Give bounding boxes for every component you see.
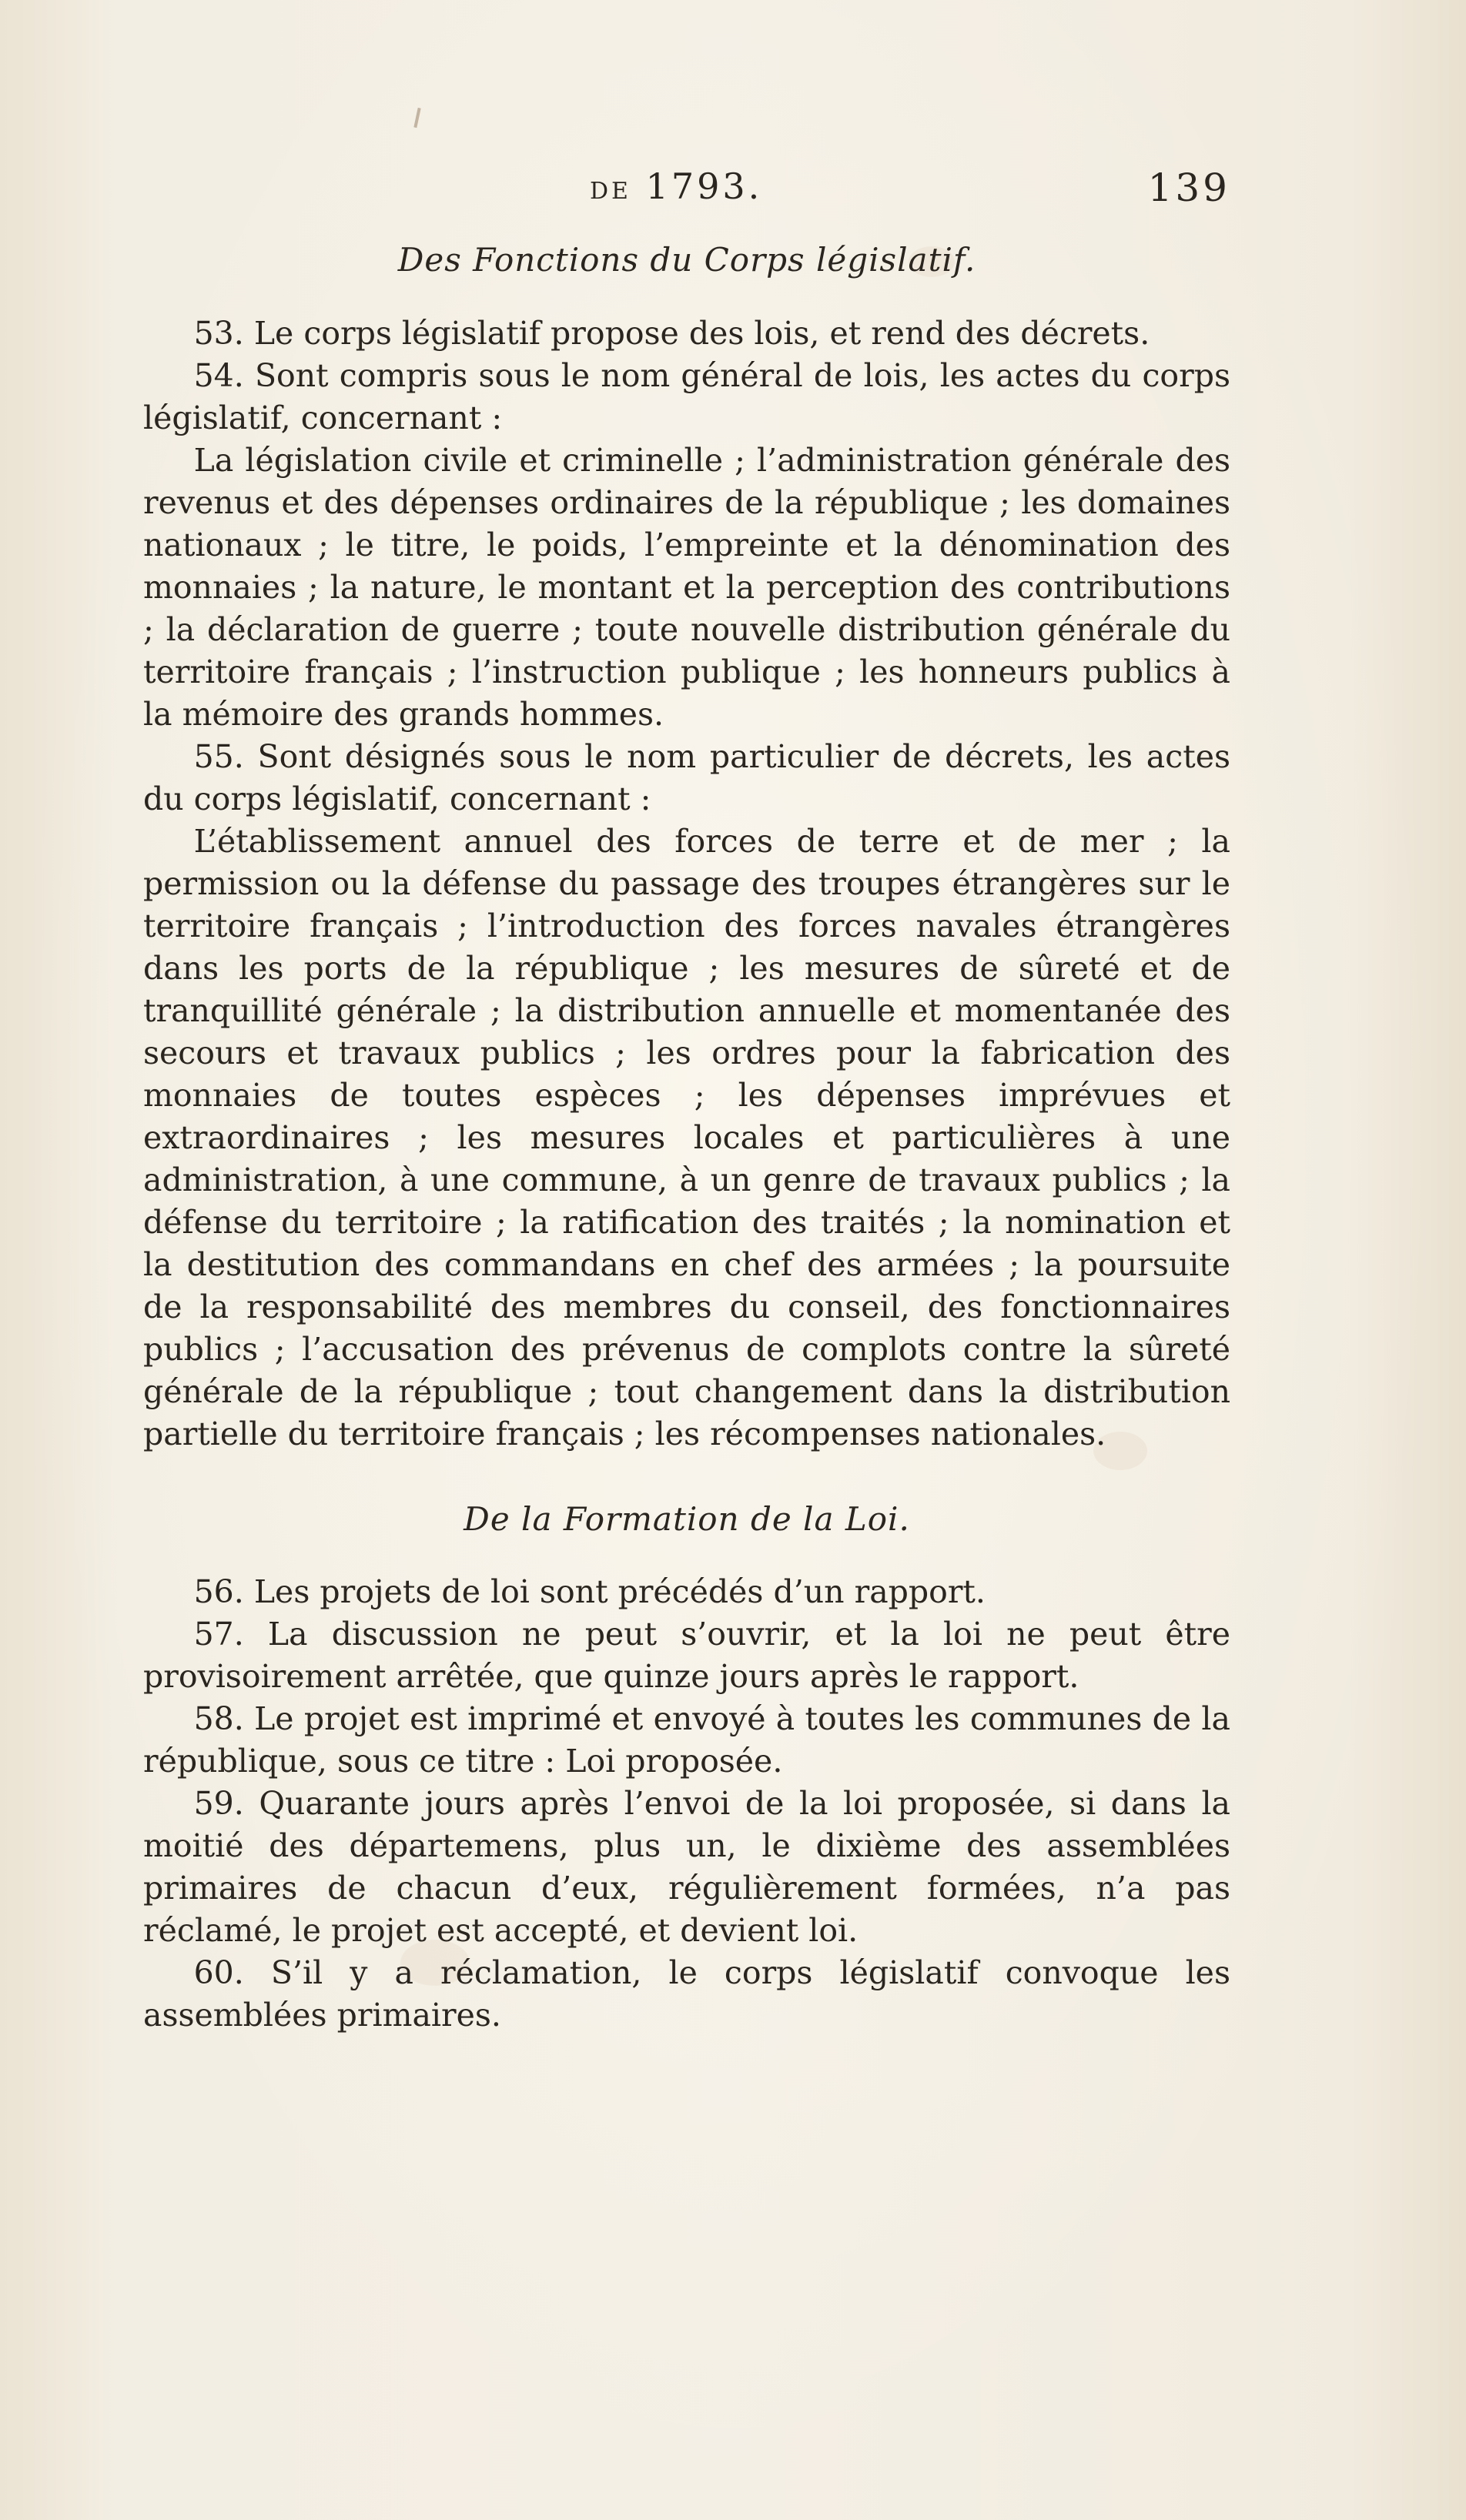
- article-55-text: L’établissement annuel des forces de terre et de mer ; la permission ou la défense du passage des troupes étrangères sur le territoire français ; l’introduction des forces navales étrangères dans les ports de la république ; les mesures de sûreté et de tranquillité générale ; la distribution annuelle et momentanée des secours et travaux publics ; les ordres pour la fabrication des monnaies de toutes espèces ; les dépenses imprévues et extraordinaires ; les mesures locales et particulières à une administration, à une commune, à un genre de travaux publics ; la défense du territoire ; la ratification des traités ; la nomination et la destitution des commandans en chef des armées ; la poursuite de la responsabilité des membres du conseil, des fonctionnaires publics ; l’accusation des prévenus de complots contre la sûreté générale de la république ; tout changement dans la distribution partielle du territoire français ; les récompenses nationales.: [143, 822, 1230, 1452]
- article-59: 59. Quarante jours après l’envoi de la loi proposée, si dans la moitié des départemens, plus un, le dixième des assemblées primaires de chacun d’eux, régulièrement formées, n’a pas réclamé, le projet est accepté, et devient loi.: [143, 1785, 1230, 1950]
- article-54: 54. Sont compris sous le nom général de lois, les actes du corps législatif, concernant :: [143, 356, 1230, 436]
- article-53: 53. Le corps législatif propose des lois, et rend des décrets.: [193, 314, 1150, 352]
- article-57: 57. La discussion ne peut s’ouvrir, et la loi ne peut être provisoirement arrêtée, que quinze jours après le rapport.: [143, 1616, 1230, 1696]
- running-head-year: 1793.: [645, 165, 763, 207]
- section-title-formation: De la Formation de la Loi.: [464, 1499, 910, 1538]
- article-54-text: La législation civile et criminelle ; l’administration générale des revenus et des dépenses ordinaires de la république ; les domaines nationaux ; le titre, le poids, l’empreinte et la dénomination des monnaies ; la nature, le montant et la perception des contributions ; la déclaration de guerre ; toute nouvelle distribution générale du territoire français ; l’instruction publique ; les honneurs publics à la mémoire des grands hommes.: [143, 441, 1230, 733]
- running-head-prefix: DE: [590, 178, 631, 205]
- running-head: [590, 165, 762, 207]
- section-title-fonctions: Des Fonctions du Corps législatif.: [397, 241, 976, 279]
- page-number: 139: [1147, 165, 1230, 210]
- article-55: 55. Sont désignés sous le nom particulier de décrets, les actes du corps législatif, concernant :: [143, 737, 1230, 817]
- article-56: 56. Les projets de loi sont précédés d’un rapport.: [193, 1573, 986, 1611]
- article-60: 60. S’il y a réclamation, le corps législatif convoque les assemblées primaires.: [143, 1954, 1230, 2034]
- page-header: [143, 165, 1230, 219]
- article-58: 58. Le projet est imprimé et envoyé à toutes les communes de la république, sous ce titre : Loi proposée.: [143, 1700, 1230, 1780]
- page-text: [143, 165, 1230, 2037]
- ink-mark: [413, 108, 420, 128]
